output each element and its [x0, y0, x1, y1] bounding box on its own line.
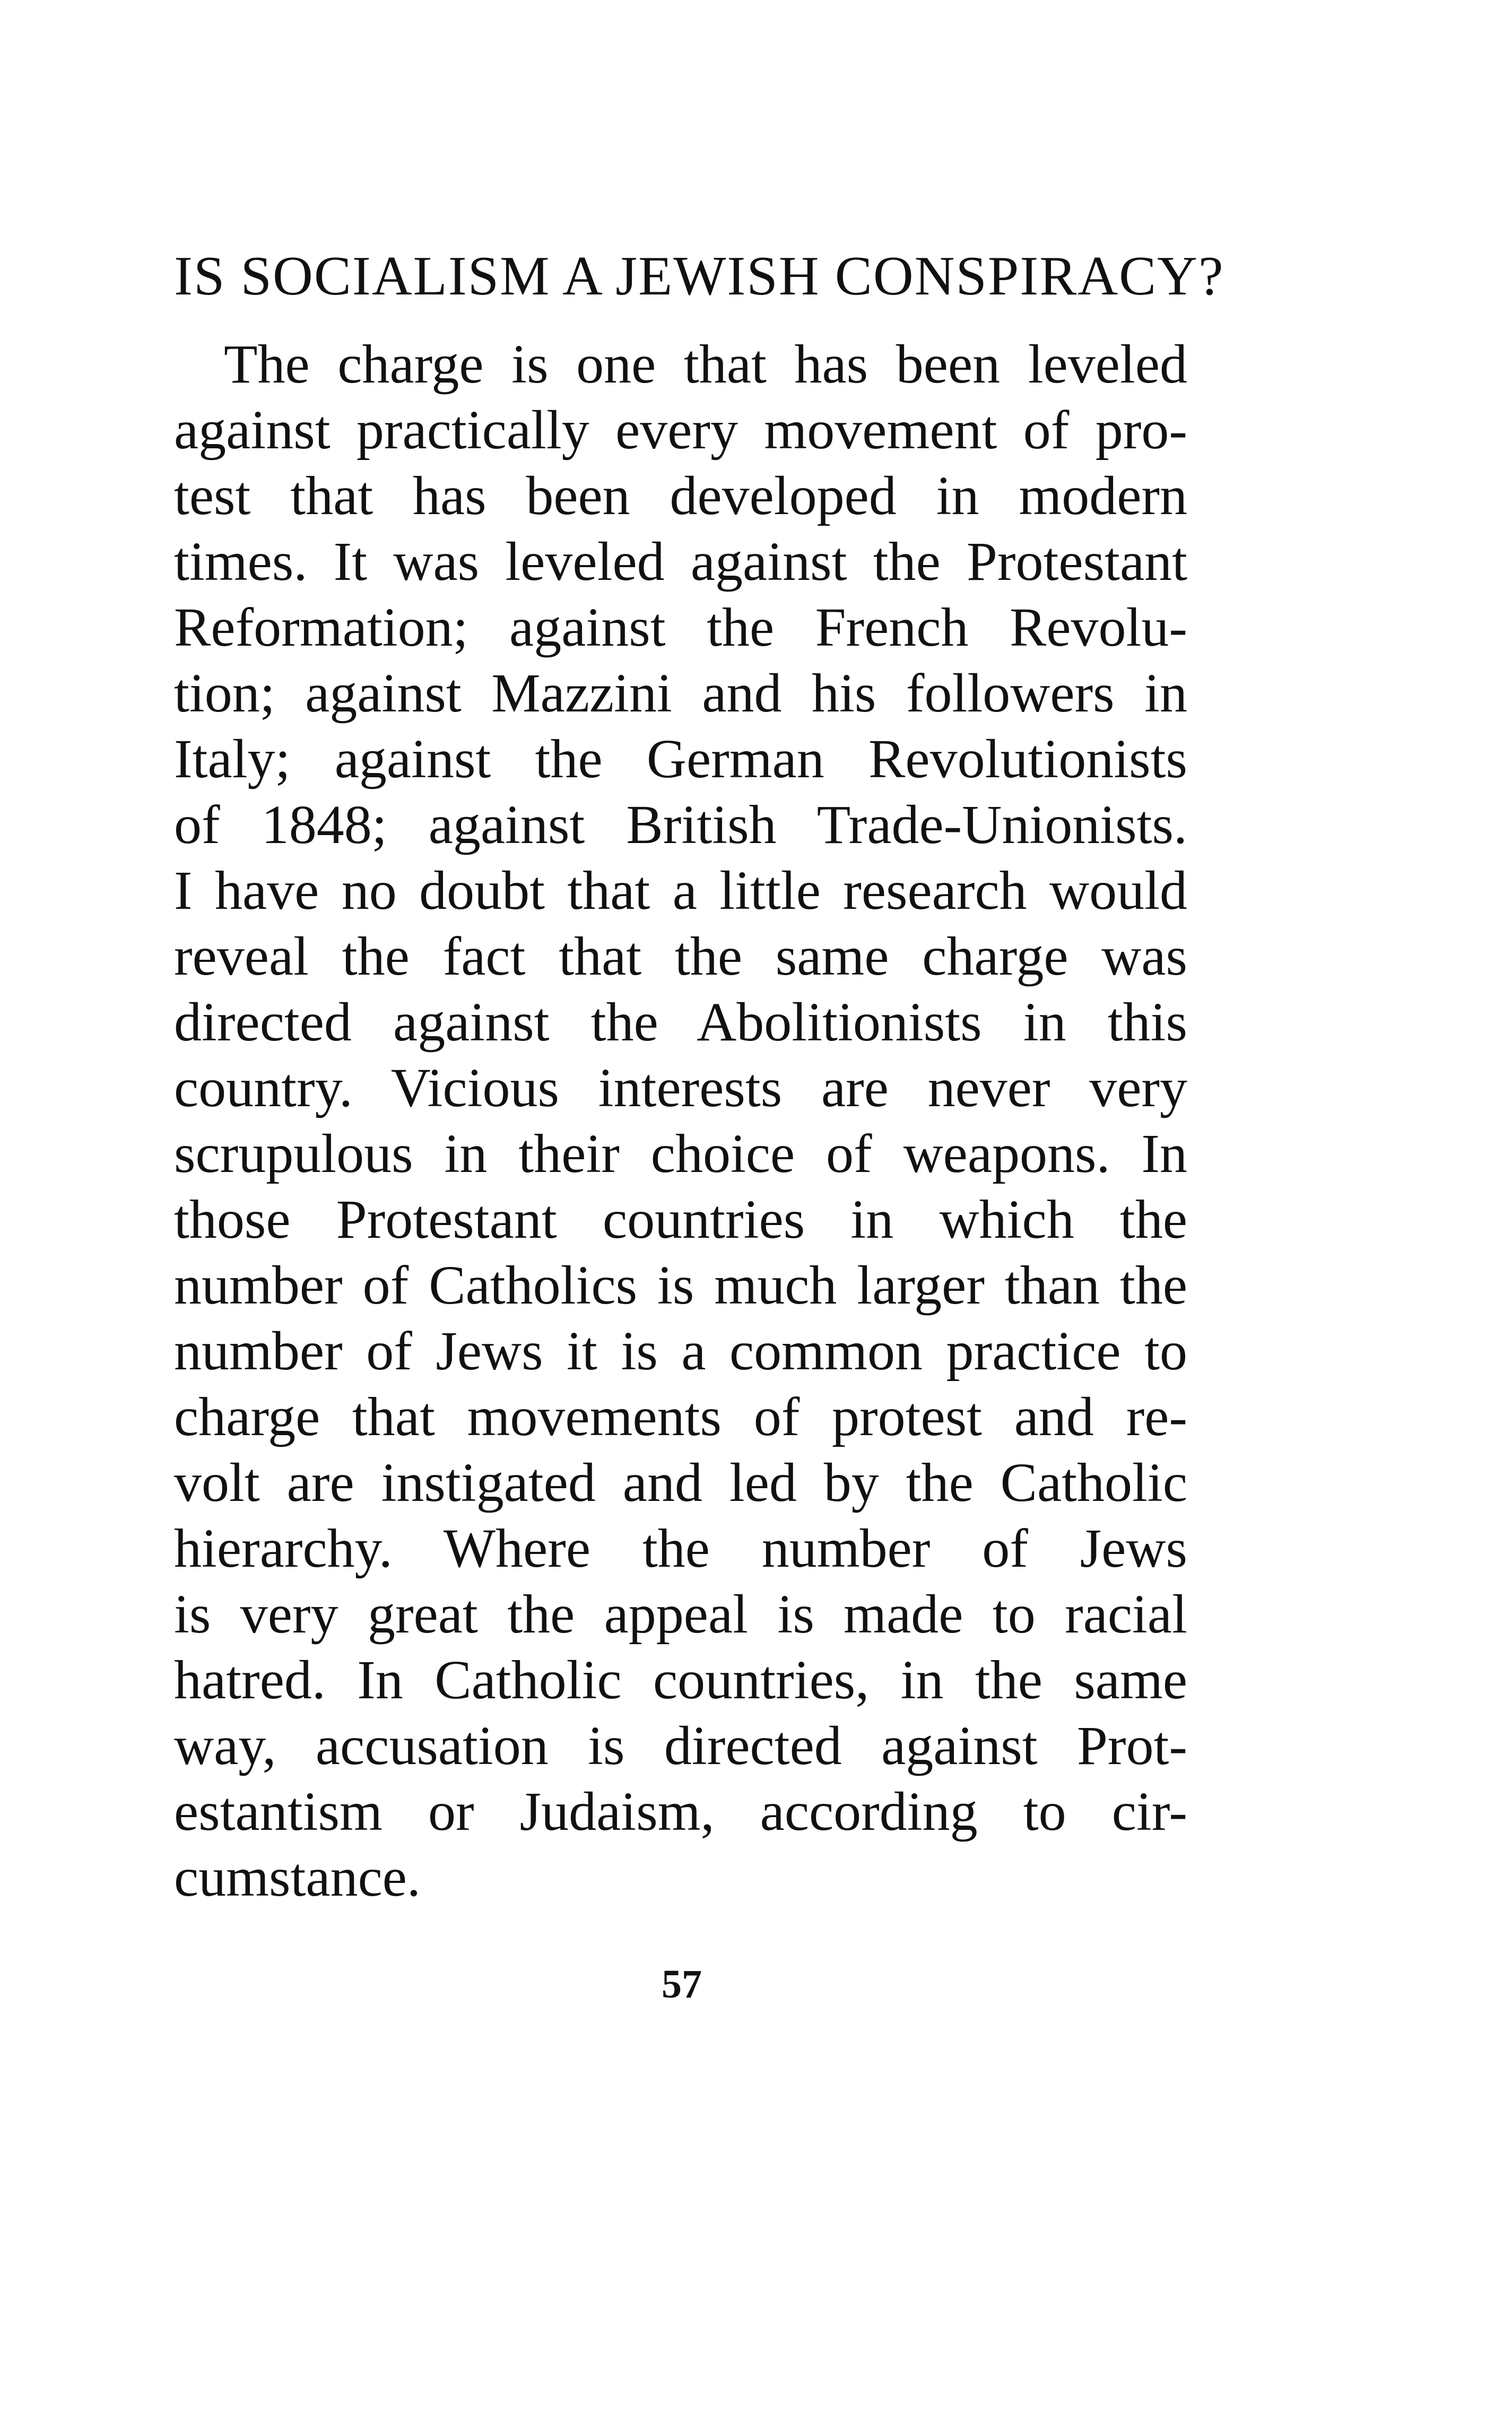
text-line: directed against the Abolitionists in this	[174, 992, 1187, 1053]
text-line: number of Catholics is much larger than the	[174, 1255, 1187, 1316]
text-line: test that has been developed in modern	[174, 465, 1187, 526]
text-line: Reformation; against the French Revolu-	[174, 597, 1187, 658]
text-line: country. Vicious interests are never very	[174, 1057, 1187, 1118]
text-line: hierarchy. Where the number of Jews	[174, 1518, 1187, 1579]
text-line: charge that movements of protest and re-	[174, 1386, 1187, 1447]
text-line: those Protestant countries in which the	[174, 1189, 1187, 1250]
text-line: way, accusation is directed against Prot-	[174, 1715, 1187, 1776]
text-line: reveal the fact that the same charge was	[174, 926, 1187, 987]
text-line: is very great the appeal is made to racial	[174, 1584, 1187, 1645]
text-line: The charge is one that has been leveled	[224, 334, 1187, 395]
body-paragraph	[174, 332, 1187, 1911]
text-line: number of Jews it is a common practice to	[174, 1321, 1187, 1382]
text-line: scrupulous in their choice of weapons. In	[174, 1123, 1187, 1184]
text-line: hatred. In Catholic countries, in the same	[174, 1649, 1187, 1710]
text-line: Italy; against the German Revolutionists	[174, 728, 1187, 789]
text-line: I have no doubt that a little research would	[174, 860, 1187, 921]
text-line: of 1848; against British Trade-Unionists.	[174, 794, 1187, 855]
chapter-heading: IS SOCIALISM A JEWISH CONSPIRACY?	[174, 245, 1224, 307]
page-number: 57	[662, 1962, 702, 2007]
text-line: estantism or Judaism, according to cir-	[174, 1781, 1187, 1842]
text-line: volt are instigated and led by the Catholic	[174, 1452, 1187, 1513]
text-line: cumstance.	[174, 1847, 421, 1908]
text-line: times. It was leveled against the Protestant	[174, 531, 1187, 592]
text-line: against practically every movement of pro-	[174, 400, 1187, 461]
text-line: tion; against Mazzini and his followers in	[174, 663, 1187, 724]
